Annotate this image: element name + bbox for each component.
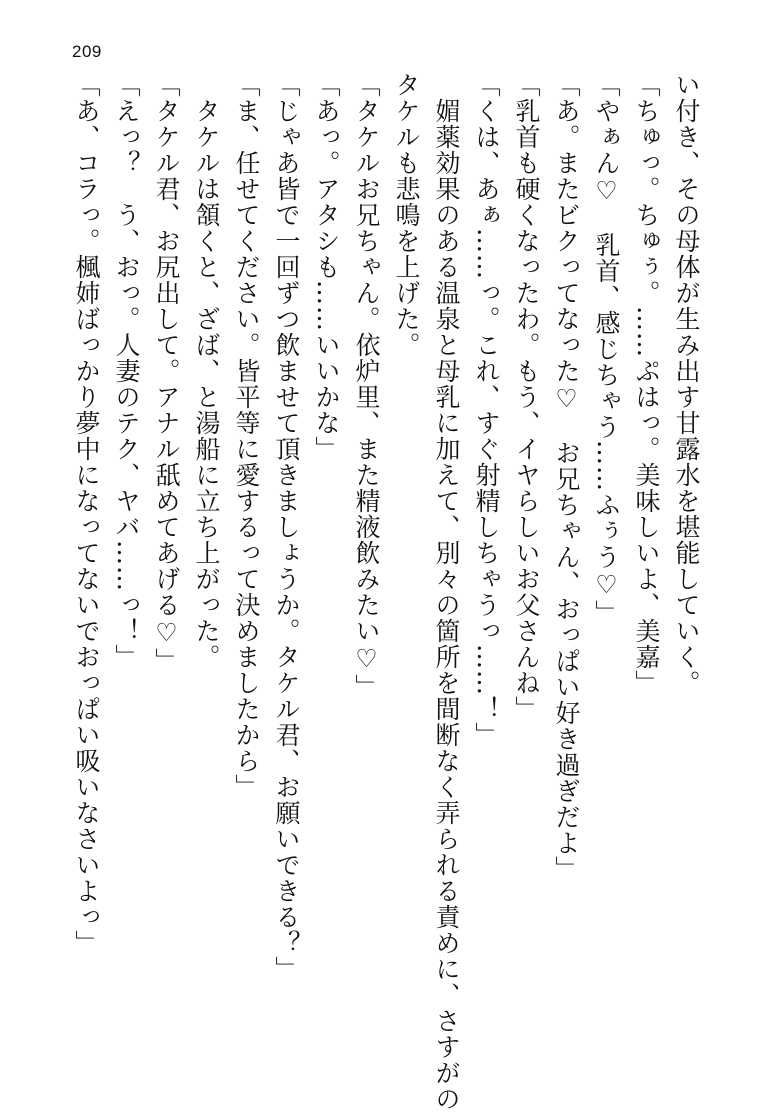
page-number: 209 <box>72 42 102 61</box>
text-line: タケルも悲鳴を上げた。 <box>392 72 421 358</box>
text-line: 「ちゅっ。ちゅぅ。……ぷはっ。美味しいよ、美嘉」 <box>632 72 661 696</box>
text-line: 「じゃあ皆で一回ずつ飲ませて頂きましょうか。タケル君、お願いできる？」 <box>272 72 301 982</box>
text-line: 「ま、任せてください。皆平等に愛するって決めましたから」 <box>232 72 261 800</box>
text-line: 「乳首も硬くなったわ。もう、イヤらしいお父さんね」 <box>512 72 541 722</box>
text-line: い付き、その母体が生み出す甘露水を堪能していく。 <box>672 72 701 696</box>
vertical-text-block <box>66 72 706 1112</box>
text-line: 「あ。またビクってなった♡ お兄ちゃん、おっぱい好き過ぎだよ」 <box>552 72 581 882</box>
text-line: 媚薬効果のある温泉と母乳に加えて、別々の箇所を間断なく弄られる責めに、さすがの <box>432 72 461 1112</box>
text-line: 「あっ。アタシも……いいかな」 <box>312 72 341 462</box>
text-line: タケルは頷くと、ざば、と湯船に立ち上がった。 <box>192 72 221 670</box>
text-line: 「やぁん♡ 乳首、感じちゃう……ふぅう♡」 <box>592 72 621 626</box>
text-line: 「くは、あぁ……っ。これ、すぐ射精しちゃうっ……！」 <box>472 72 501 748</box>
text-line: 「あ、コラっ。楓姉ばっかり夢中になってないでおっぱい吸いなさいよっ」 <box>72 72 101 956</box>
text-line: 「タケルお兄ちゃん。依炉里、また精液飲みたい♡」 <box>352 72 381 700</box>
text-line: 「タケル君、お尻出して。アナル舐めてあげる♡」 <box>152 72 181 674</box>
text-line: 「えっ？ う、おっ。人妻のテク、ヤバ……っ！」 <box>112 72 141 670</box>
